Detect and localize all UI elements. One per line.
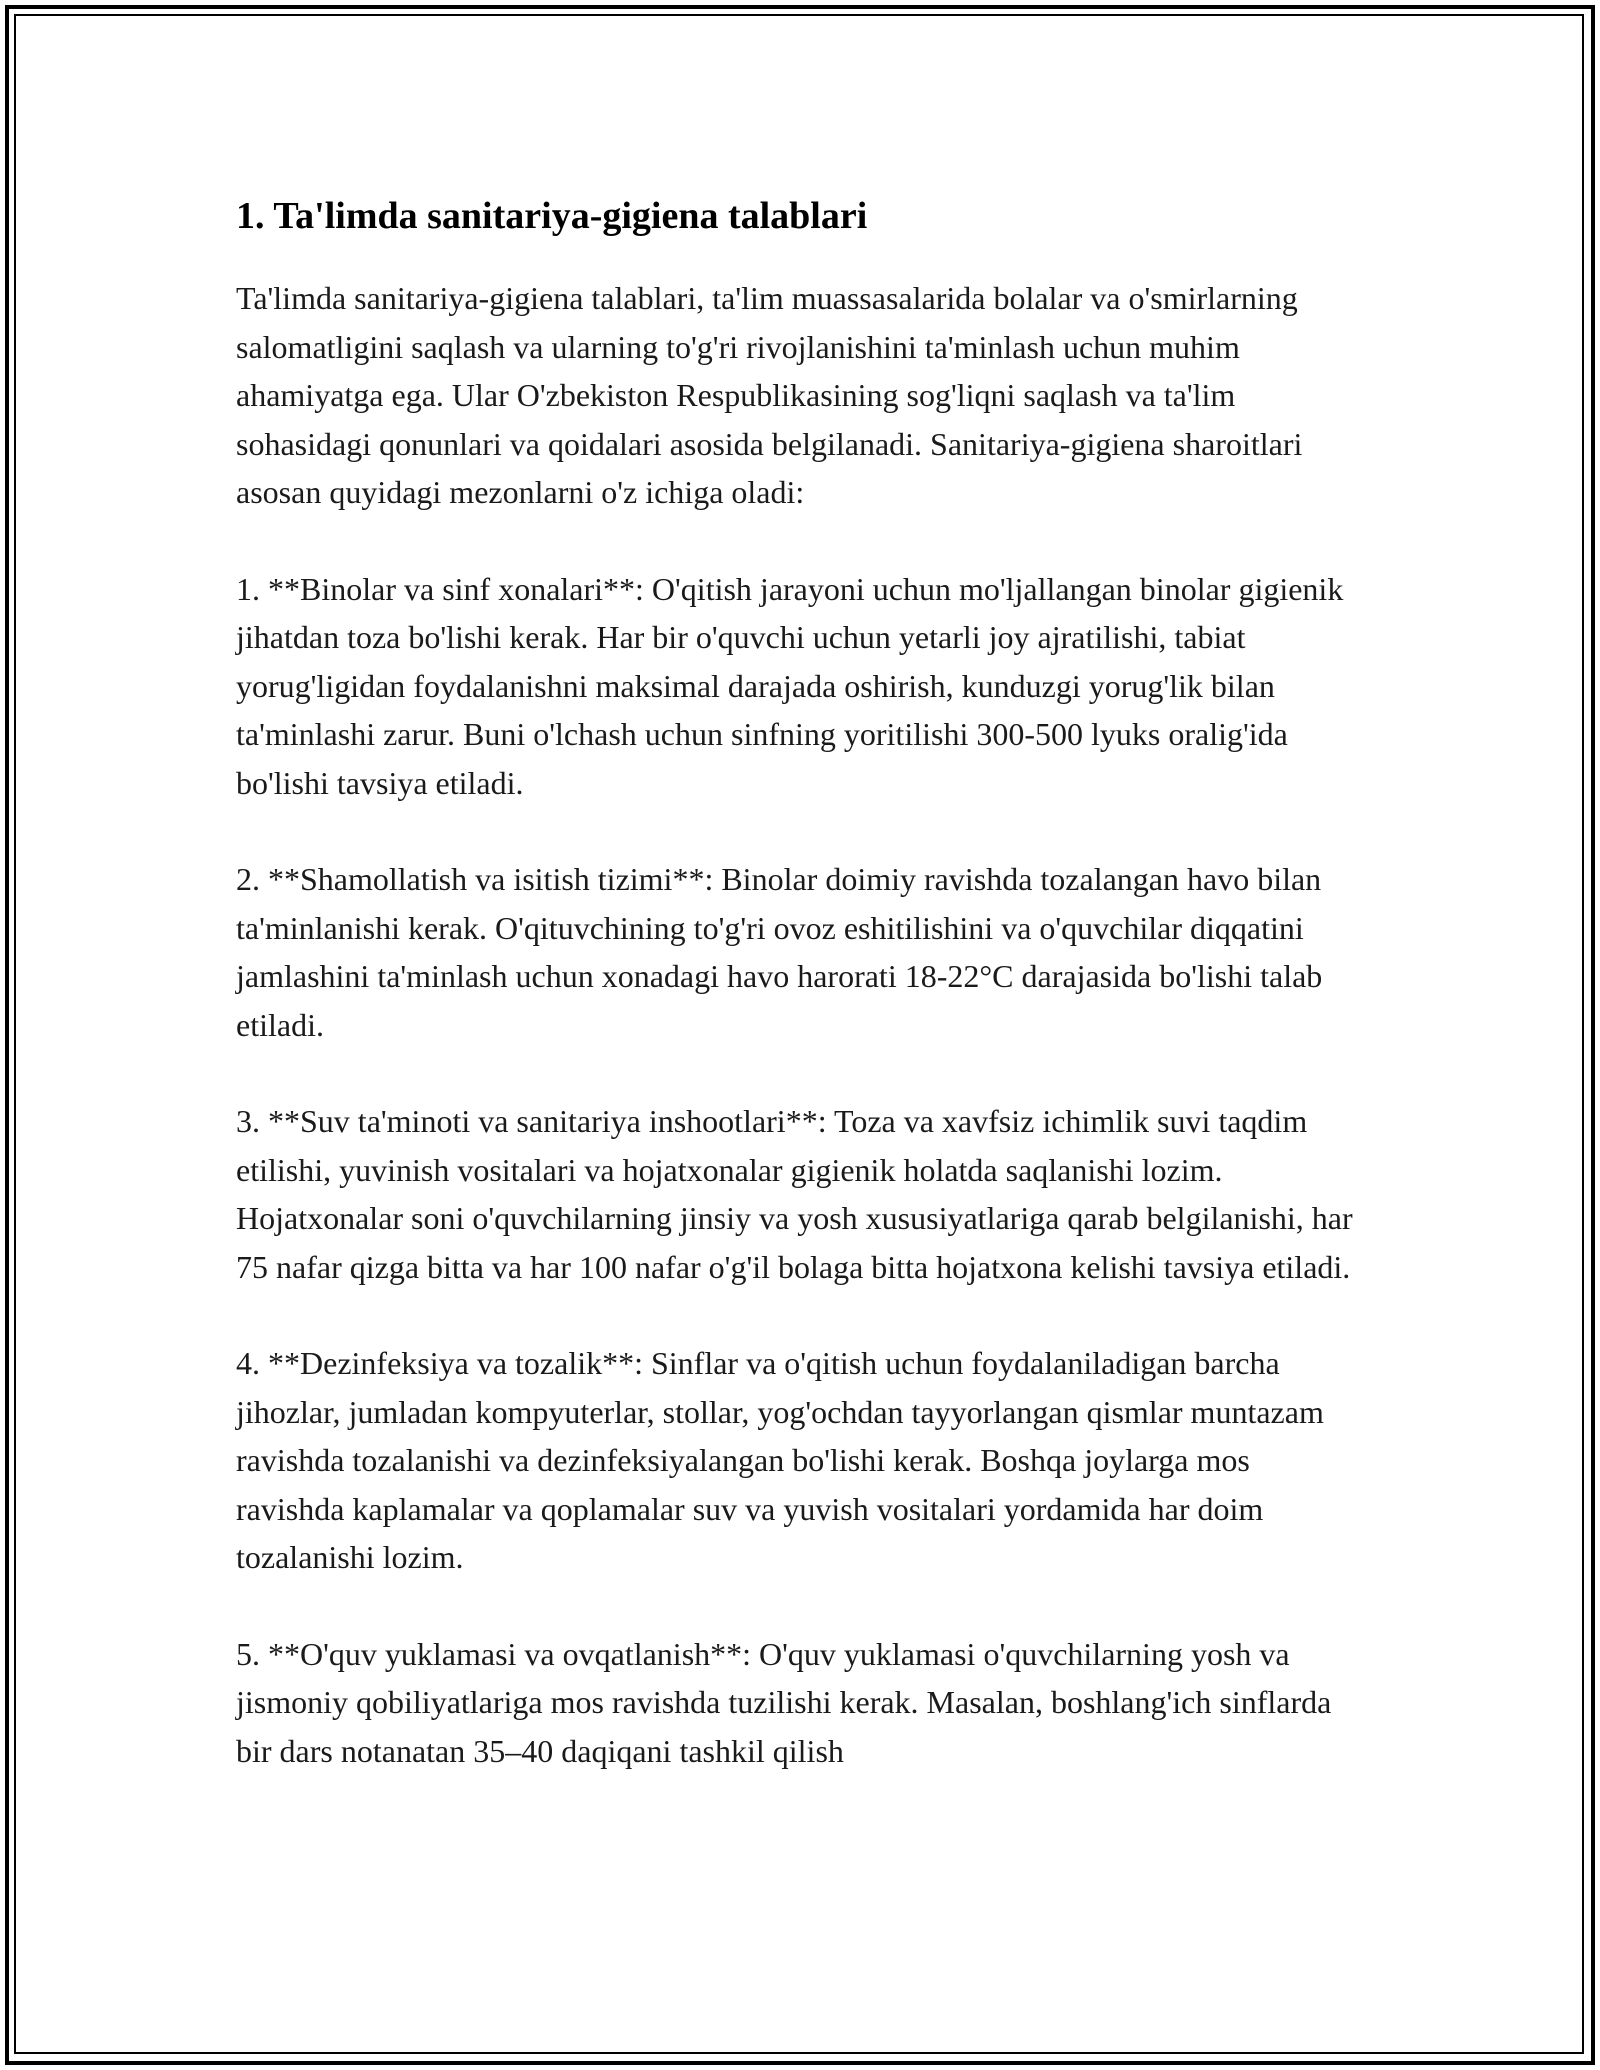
intro-paragraph: Ta'limda sanitariya-gigiena talablari, ta'lim muassasalarida bolalar va o'smirlarning salomatligini saqlash va ularning to'g'ri rivojlanishini ta'minlash uchun muhim ahamiyatga ega. Ular O'zbekiston Respublikasining sog'liqni saqlash va ta'lim sohasidagi qonunlari va qoidalari asosida belgilanadi. Sanitariya-gigiena sharoitlari asosan quyidagi mezonlarni o'z ichiga oladi: xyxy=(236,280,1303,510)
document-body xyxy=(236,188,1366,1775)
paragraph-ventilation: 2. **Shamollatish va isitish tizimi**: Binolar doimiy ravishda tozalangan havo bilan ta'minlanishi kerak. O'qituvchining to'g'ri ovoz eshitilishini va o'quvchilar diqqatini jamlashini ta'minlash uchun xonadagi havo harorati 18-22°C darajasida bo'lishi talab etiladi. xyxy=(236,861,1323,1043)
paragraph-disinfection: 4. **Dezinfeksiya va tozalik**: Sinflar va o'qitish uchun foydalaniladigan barcha jihozlar, jumladan kompyuterlar, stollar, yog'ochdan tayyorlangan qismlar muntazam ravishda tozalanishi va dezinfeksiyalangan bo'lishi kerak. Boshqa joylarga mos ravishda kaplamalar va qoplamalar suv va yuvish vositalari yordamida har doim tozalanishi lozim. xyxy=(236,1345,1324,1575)
section-heading: 1. Ta'limda sanitariya-gigiena talablari xyxy=(236,195,868,237)
paragraph-buildings: 1. **Binolar va sinf xonalari**: O'qitish jarayoni uchun mo'ljallangan binolar gigienik jihatdan toza bo'lishi kerak. Har bir o'quvchi uchun yetarli joy ajratilishi, tabiat yorug'ligidan foydalanishni maksimal darajada oshirish, kunduzgi yorug'lik bilan ta'minlashi zarur. Buni o'lchash uchun sinfning yoritilishi 300-500 lyuks oralig'ida bo'lishi tavsiya etiladi. xyxy=(236,570,1344,801)
paragraph-study-load: 5. **O'quv yuklamasi va ovqatlanish**: O'quv yuklamasi o'quvchilarning yosh va jismoniy qobiliyatlariga mos ravishda tuzilishi kerak. Masalan, boshlang'ich sinflarda bir dars notanatan 35–40 daqiqani tashkil qilish xyxy=(236,1635,1332,1769)
paragraph-water-supply: 3. **Suv ta'minoti va sanitariya inshootlari**: Toza va xavfsiz ichimlik suvi taqdim etilishi, yuvinish vositalari va hojatxonalar gigienik holatda saqlanishi lozim. Hojatxonalar soni o'quvchilarning jinsiy va yosh xususiyatlariga qarab belgilanishi, har 75 nafar qizga bitta va har 100 nafar o'g'il bolaga bitta hojatxona kelishi tavsiya etiladi. xyxy=(236,1103,1353,1285)
